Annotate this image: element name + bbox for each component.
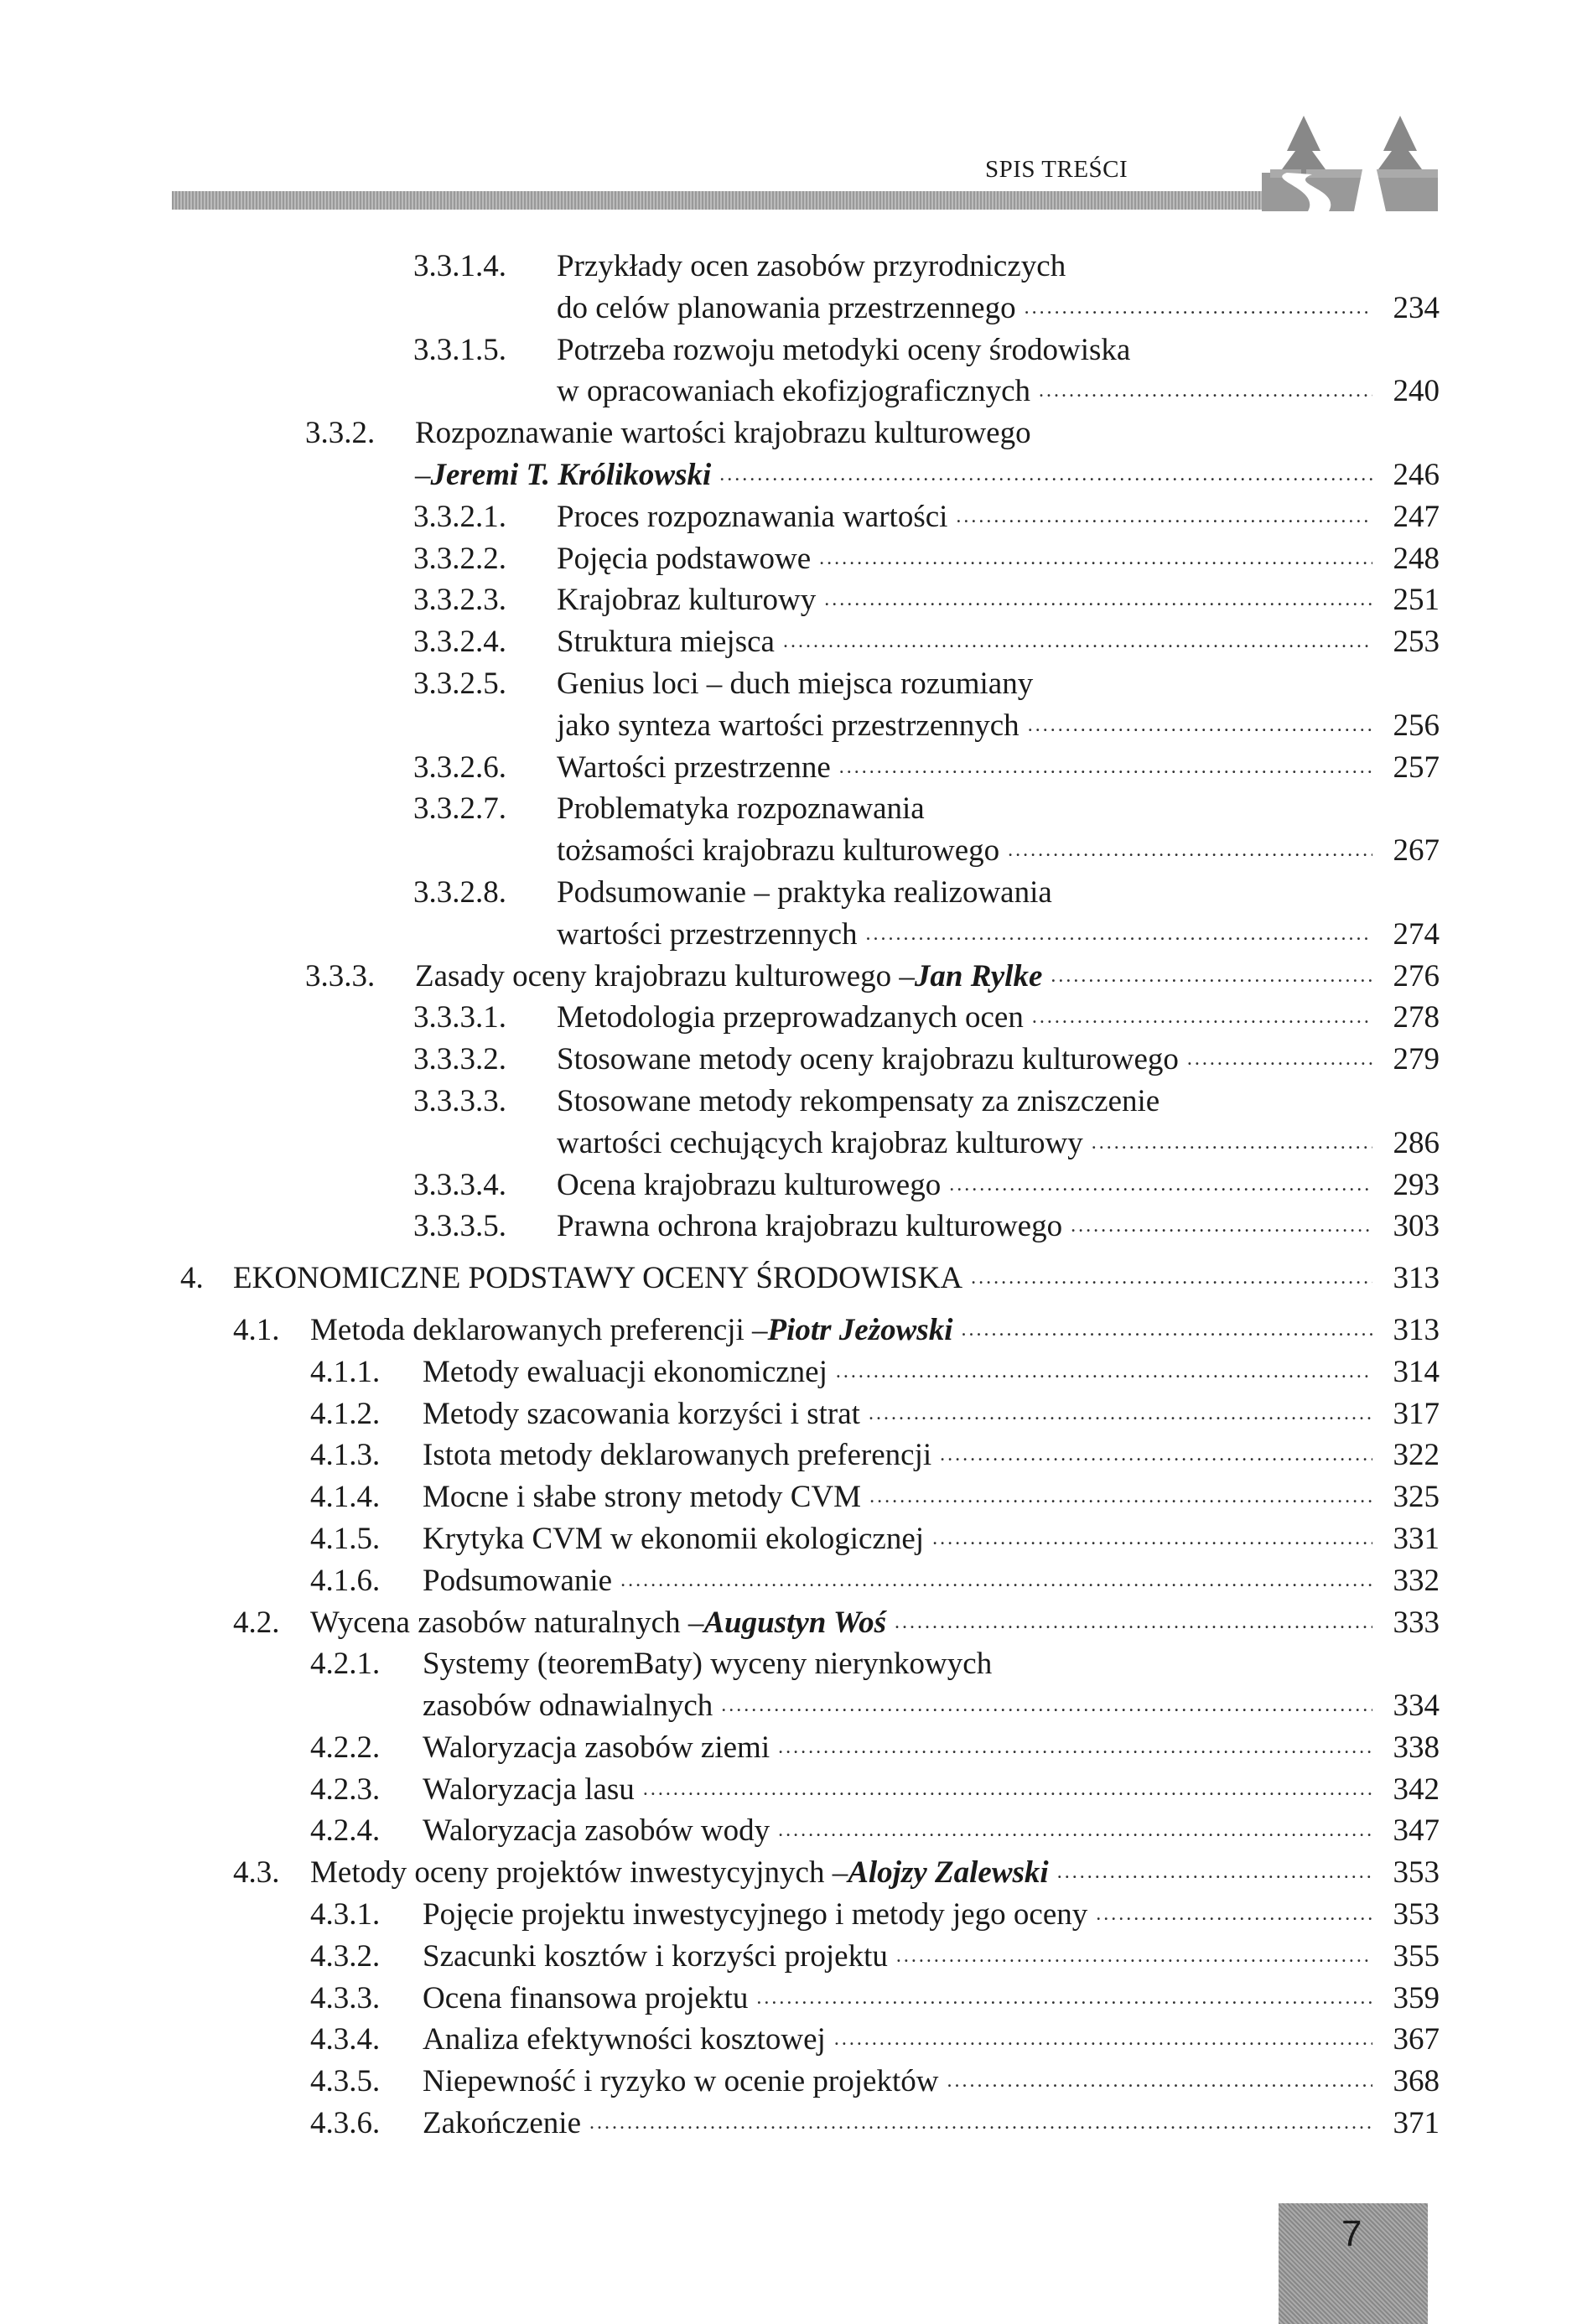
toc-line (0, 2019, 1572, 2061)
title-text: Struktura miejsca (557, 625, 775, 660)
entry-number: 4.2.3. (310, 1772, 381, 1807)
page-ref: 333 (1393, 1605, 1440, 1640)
entry-title (557, 747, 1440, 789)
entry-title (557, 1039, 1440, 1081)
title-text: Niepewność i ryzyko w ocenie projektów (423, 2064, 939, 2099)
toc-line (0, 956, 1572, 998)
toc-line (0, 412, 1572, 454)
title-text: Wartości przestrzenne (557, 750, 831, 785)
entry-number: 3.3.2.4. (413, 625, 506, 660)
dot-leader (719, 454, 1372, 496)
title-text: Stosowane metody oceny krajobrazu kulturowego (557, 1042, 1179, 1077)
entry-title (423, 1434, 1440, 1476)
dot-leader (778, 1810, 1372, 1852)
entry-title (423, 1560, 1440, 1602)
page-ref: 359 (1393, 1980, 1440, 2015)
entry-number: 3.3.2.8. (413, 874, 506, 910)
entry-number: 4.2.4. (310, 1813, 381, 1849)
title-text: Problematyka rozpoznawania (557, 791, 925, 827)
page-ref: 368 (1393, 2064, 1440, 2099)
toc-line (0, 246, 1572, 288)
entry-number: 4.1.2. (310, 1396, 381, 1431)
toc-line (0, 496, 1572, 538)
dot-leader (1039, 371, 1372, 412)
entry-number: 4.1.5. (310, 1521, 381, 1556)
entry-number: 4.3.2. (310, 1938, 381, 1974)
toc-line (0, 329, 1572, 371)
page-ref: 293 (1393, 1167, 1440, 1202)
entry-title (557, 246, 1066, 288)
toc-entry[interactable] (0, 1081, 1572, 1165)
entry-title (557, 1206, 1440, 1248)
page-ref: 332 (1393, 1563, 1440, 1598)
dot-leader (778, 1727, 1372, 1769)
toc-line (0, 747, 1572, 789)
dot-leader (940, 1434, 1372, 1476)
title-text: Genius loci – duch miejsca rozumiany (557, 666, 1034, 701)
page-ref: 274 (1393, 916, 1440, 952)
toc-line (0, 538, 1572, 580)
entry-number: 3.3.3.1. (413, 1000, 506, 1035)
toc-entry[interactable] (0, 579, 1572, 621)
toc-entry[interactable] (0, 997, 1572, 1039)
dot-leader (824, 579, 1372, 621)
author-name: Jeremi T. Królikowski (430, 457, 712, 492)
toc-line (0, 788, 1572, 830)
toc-line (0, 1351, 1572, 1393)
dot-leader (869, 1476, 1372, 1518)
entry-title (557, 788, 925, 830)
title-text: Proces rozpoznawania wartości (557, 499, 948, 534)
toc-line (0, 1206, 1572, 1248)
entry-title (557, 329, 1130, 371)
toc-line (0, 621, 1572, 663)
dot-leader (620, 1560, 1372, 1602)
toc-line (0, 1769, 1572, 1811)
entry-title (423, 1810, 1440, 1852)
toc-line (0, 1434, 1572, 1476)
page-ref: 276 (1393, 958, 1440, 993)
entry-title (423, 1936, 1440, 1978)
author-name: Piotr Jeżowski (767, 1312, 953, 1347)
entry-title (423, 1476, 1440, 1518)
toc-entry[interactable] (0, 747, 1572, 789)
entry-title (423, 1351, 1440, 1393)
toc-entry[interactable] (0, 1258, 1572, 1299)
toc-line (0, 872, 1572, 914)
entry-title (233, 1258, 1440, 1299)
page-ref: 371 (1393, 2106, 1440, 2141)
title-text: Podsumowanie (423, 1563, 613, 1598)
title-text: Systemy (teoremBaty) wyceny nierynkowych (423, 1647, 993, 1682)
toc-entry[interactable] (0, 2103, 1572, 2145)
landscape-logo-icon (1262, 109, 1438, 211)
page-ref: 353 (1393, 1897, 1440, 1932)
entry-title (557, 371, 1440, 412)
title-text: Wycena zasobów naturalnych – (310, 1605, 704, 1640)
entry-number: 4.2.1. (310, 1647, 381, 1682)
toc-line (0, 2061, 1572, 2103)
entry-number: 4. (180, 1261, 204, 1296)
author-name: Jan Rylke (914, 958, 1043, 993)
title-text: Metodologia przeprowadzanych ocen (557, 1000, 1024, 1035)
toc-line (0, 1165, 1572, 1206)
entry-title (557, 288, 1440, 329)
toc-line (0, 705, 1572, 747)
page-ref: 257 (1393, 750, 1440, 785)
entry-number: 4.1.6. (310, 1563, 381, 1598)
entry-number: 3.3.1.5. (413, 332, 506, 367)
title-text: Zasady oceny krajobrazu kulturowego – (415, 958, 915, 993)
toc-entry[interactable] (0, 1393, 1572, 1435)
toc-entry[interactable] (0, 1351, 1572, 1393)
running-header: SPIS TREŚCI (985, 156, 1128, 183)
page-ref: 338 (1393, 1730, 1440, 1765)
title-text: Stosowane metody rekompensaty za zniszczenie (557, 1083, 1160, 1118)
toc-line (0, 1852, 1572, 1894)
entry-title (557, 705, 1440, 747)
entry-number: 4.1.1. (310, 1354, 381, 1389)
title-text: Podsumowanie – praktyka realizowania (557, 874, 1052, 910)
toc-entry[interactable] (0, 1434, 1572, 1476)
title-text: Krajobraz kulturowy (557, 583, 817, 618)
entry-title (423, 1727, 1440, 1769)
page-ref: 248 (1393, 541, 1440, 576)
title-text: zasobów odnawialnych (423, 1689, 713, 1724)
entry-number: 3.3.3.2. (413, 1042, 506, 1077)
dot-leader (1025, 288, 1372, 329)
title-text: Metody szacowania korzyści i strat (423, 1396, 860, 1431)
dot-leader (1028, 705, 1372, 747)
dot-leader (1187, 1039, 1372, 1081)
title-text: w opracowaniach ekofizjograficznych (557, 374, 1030, 409)
title-text: Prawna ochrona krajobrazu kulturowego (557, 1209, 1063, 1244)
page-ref: 286 (1393, 1125, 1440, 1160)
toc-line (0, 288, 1572, 329)
dot-leader (834, 2019, 1372, 2061)
toc-entry[interactable] (0, 1936, 1572, 1978)
entry-number: 3.3.2.2. (413, 541, 506, 576)
entry-title (557, 663, 1033, 705)
entry-title (423, 1769, 1440, 1811)
page-ref: 334 (1393, 1689, 1440, 1724)
entry-title (415, 956, 1440, 998)
page-ref: 278 (1393, 1000, 1440, 1035)
dot-leader (866, 914, 1372, 956)
entry-title (423, 2061, 1440, 2103)
title-text: Istota metody deklarowanych preferencji (423, 1438, 932, 1473)
title-text: Ocena finansowa projektu (423, 1980, 749, 2015)
dot-leader (947, 2061, 1372, 2103)
dot-leader (783, 621, 1372, 663)
entry-title (557, 1081, 1160, 1123)
entry-title (557, 830, 1440, 872)
page-ref: 367 (1393, 2022, 1440, 2057)
toc-entry[interactable] (0, 1769, 1572, 1811)
entry-number: 3.3.2.6. (413, 750, 506, 785)
toc-entry[interactable] (0, 956, 1572, 998)
dot-leader (643, 1769, 1372, 1811)
entry-number: 4.3.5. (310, 2064, 381, 2099)
title-text: Mocne i słabe strony metody CVM (423, 1480, 862, 1515)
entry-number: 4.3.1. (310, 1897, 381, 1932)
dot-leader (839, 747, 1372, 789)
entry-number: 4.2. (233, 1605, 280, 1640)
page-ref: 342 (1393, 1772, 1440, 1807)
toc-line (0, 1727, 1572, 1769)
entry-title (557, 914, 1440, 956)
entry-number: 4.2.2. (310, 1730, 381, 1765)
entry-number: 4.3.3. (310, 1980, 381, 2015)
toc-line (0, 371, 1572, 412)
toc-entry[interactable] (0, 2019, 1572, 2061)
header-rule (172, 191, 1270, 210)
toc-line (0, 1310, 1572, 1351)
page-ref: 322 (1393, 1438, 1440, 1473)
title-text: Metody ewaluacji ekonomicznej (423, 1354, 828, 1389)
toc-line (0, 454, 1572, 496)
toc-line (0, 2103, 1572, 2145)
toc-line (0, 1894, 1572, 1936)
page-ref: 303 (1393, 1209, 1440, 1244)
title-text: – (415, 457, 431, 492)
dot-leader (1096, 1894, 1372, 1936)
dot-leader (1092, 1123, 1372, 1165)
toc-line (0, 663, 1572, 705)
entry-title (415, 454, 1440, 496)
dot-leader (896, 1936, 1372, 1978)
toc-entry[interactable] (0, 1643, 1572, 1727)
page-ref: 240 (1393, 374, 1440, 409)
toc-line (0, 1936, 1572, 1978)
toc-entry[interactable] (0, 1518, 1572, 1560)
title-text: Analiza efektywności kosztowej (423, 2022, 826, 2057)
page-ref: 347 (1393, 1813, 1440, 1849)
toc-line (0, 1602, 1572, 1644)
page-ref: 234 (1393, 290, 1440, 325)
dot-leader (971, 1258, 1372, 1299)
toc-entry[interactable] (0, 1165, 1572, 1206)
toc-line (0, 1643, 1572, 1685)
page-ref: 247 (1393, 499, 1440, 534)
toc-entry[interactable] (0, 663, 1572, 747)
entry-title (557, 872, 1052, 914)
page-ref: 313 (1393, 1261, 1440, 1296)
title-text: Metoda deklarowanych preferencji – (310, 1312, 768, 1347)
entry-title (310, 1310, 1440, 1351)
entry-number: 3.3.2.7. (413, 791, 506, 827)
toc-entry[interactable] (0, 1727, 1572, 1769)
dot-leader (932, 1518, 1372, 1560)
dot-leader (1051, 956, 1372, 998)
toc-line (0, 1560, 1572, 1602)
entry-title (423, 1978, 1440, 2020)
entry-number: 3.3.3.5. (413, 1209, 506, 1244)
title-text: jako synteza wartości przestrzennych (557, 708, 1019, 743)
entry-number: 3.3.2. (305, 416, 376, 451)
author-name: Alojzy Zalewski (848, 1855, 1049, 1891)
entry-number: 4.3.6. (310, 2106, 381, 2141)
page-ref: 267 (1393, 833, 1440, 869)
entry-number: 3.3.2.3. (413, 583, 506, 618)
entry-number: 3.3.2.1. (413, 499, 506, 534)
toc-line (0, 1258, 1572, 1299)
entry-title (423, 1685, 1440, 1727)
entry-title (557, 1165, 1440, 1206)
title-text: Pojęcie projektu inwestycyjnego i metody jego oceny (423, 1897, 1088, 1932)
toc-entry[interactable] (0, 621, 1572, 663)
dot-leader (819, 538, 1372, 580)
title-text: wartości cechujących krajobraz kulturowy (557, 1125, 1083, 1160)
page-ref: 331 (1393, 1521, 1440, 1556)
dot-leader (1071, 1206, 1372, 1248)
toc-line (0, 1810, 1572, 1852)
entry-title (310, 1602, 1440, 1644)
dot-leader (721, 1685, 1372, 1727)
entry-number: 4.1. (233, 1312, 280, 1347)
title-text: Krytyka CVM w ekonomii ekologicznej (423, 1521, 925, 1556)
page-ref: 355 (1393, 1938, 1440, 1974)
toc-line (0, 830, 1572, 872)
entry-number: 3.3.3.4. (413, 1167, 506, 1202)
dot-leader (956, 496, 1372, 538)
toc-entry[interactable] (0, 1560, 1572, 1602)
page-ref: 353 (1393, 1855, 1440, 1891)
title-text: Zakończenie (423, 2106, 581, 2141)
toc-entry[interactable] (0, 1602, 1572, 1644)
dot-leader (895, 1602, 1372, 1644)
toc-entry[interactable] (0, 2061, 1572, 2103)
page-ref: 253 (1393, 625, 1440, 660)
toc-entry[interactable] (0, 788, 1572, 872)
entry-title (310, 1852, 1440, 1894)
toc-line (0, 1039, 1572, 1081)
toc-line (0, 1978, 1572, 2020)
table-of-contents (0, 246, 1572, 2145)
entry-title (423, 2103, 1440, 2145)
title-text: Przykłady ocen zasobów przyrodniczych (557, 249, 1066, 283)
entry-number: 3.3.1.4. (413, 249, 506, 283)
dot-leader (869, 1393, 1372, 1435)
entry-title (423, 2019, 1440, 2061)
entry-number: 3.3.3.3. (413, 1083, 506, 1118)
entry-title (557, 997, 1440, 1039)
toc-entry[interactable] (0, 246, 1572, 329)
toc-entry[interactable] (0, 1852, 1572, 1894)
toc-entry[interactable] (0, 1978, 1572, 2020)
author-name: Augustyn Woś (703, 1605, 886, 1640)
entry-number: 4.3.4. (310, 2022, 381, 2057)
toc-line (0, 1393, 1572, 1435)
toc-entry[interactable] (0, 872, 1572, 956)
page-ref: 313 (1393, 1312, 1440, 1347)
title-text: Rozpoznawanie wartości krajobrazu kulturowego (415, 416, 1031, 451)
title-text: Metody oceny projektów inwestycyjnych – (310, 1855, 848, 1891)
dot-leader (756, 1978, 1372, 2020)
toc-entry[interactable] (0, 1894, 1572, 1936)
title-text: wartości przestrzennych (557, 916, 858, 952)
entry-title (415, 412, 1031, 454)
page-ref: 325 (1393, 1480, 1440, 1515)
toc-line (0, 1518, 1572, 1560)
entry-title (423, 1894, 1440, 1936)
toc-entry[interactable] (0, 496, 1572, 538)
title-text: Ocena krajobrazu kulturowego (557, 1167, 942, 1202)
page-ref: 279 (1393, 1042, 1440, 1077)
title-text: EKONOMICZNE PODSTAWY OCENY ŚRODOWISKA (233, 1261, 963, 1296)
toc-entry[interactable] (0, 1476, 1572, 1518)
toc-line (0, 1476, 1572, 1518)
toc-line (0, 579, 1572, 621)
dot-leader (1032, 997, 1372, 1039)
toc-line (0, 1685, 1572, 1727)
title-text: Waloryzacja zasobów wody (423, 1813, 770, 1849)
entry-title (423, 1643, 992, 1685)
toc-line (0, 997, 1572, 1039)
toc-line (0, 1081, 1572, 1123)
toc-entry[interactable] (0, 1039, 1572, 1081)
entry-title (557, 1123, 1440, 1165)
dot-leader (949, 1165, 1372, 1206)
dot-leader (962, 1310, 1373, 1351)
toc-entry[interactable] (0, 412, 1572, 496)
toc-line (0, 1123, 1572, 1165)
page-number: 7 (1341, 2213, 1362, 2254)
title-text: Waloryzacja lasu (423, 1772, 635, 1807)
toc-line (0, 914, 1572, 956)
entry-number: 3.3.3. (305, 958, 376, 993)
dot-leader (1008, 830, 1372, 872)
page-ref: 251 (1393, 583, 1440, 618)
title-text: Potrzeba rozwoju metodyki oceny środowiska (557, 332, 1131, 367)
entry-title (557, 538, 1440, 580)
toc-entry[interactable] (0, 538, 1572, 580)
dot-leader (836, 1351, 1372, 1393)
entry-title (557, 579, 1440, 621)
entry-title (557, 496, 1440, 538)
toc-entry[interactable] (0, 1310, 1572, 1351)
page-ref: 317 (1393, 1396, 1440, 1431)
title-text: do celów planowania przestrzennego (557, 290, 1016, 325)
title-text: Waloryzacja zasobów ziemi (423, 1730, 770, 1765)
entry-title (423, 1518, 1440, 1560)
entry-title (557, 621, 1440, 663)
entry-number: 4.3. (233, 1855, 280, 1891)
toc-entry[interactable] (0, 329, 1572, 413)
toc-entry[interactable] (0, 1206, 1572, 1248)
title-text: Szacunki kosztów i korzyści projektu (423, 1938, 888, 1974)
toc-entry[interactable] (0, 1810, 1572, 1852)
entry-title (423, 1393, 1440, 1435)
title-text: Pojęcia podstawowe (557, 541, 812, 576)
dot-leader (589, 2103, 1372, 2145)
entry-number: 3.3.2.5. (413, 666, 506, 701)
entry-number: 4.1.3. (310, 1438, 381, 1473)
page-ref: 256 (1393, 708, 1440, 743)
title-text: tożsamości krajobrazu kulturowego (557, 833, 1000, 869)
entry-number: 4.1.4. (310, 1480, 381, 1515)
page-ref: 246 (1393, 457, 1440, 492)
page-ref: 314 (1393, 1354, 1440, 1389)
dot-leader (1057, 1852, 1372, 1894)
